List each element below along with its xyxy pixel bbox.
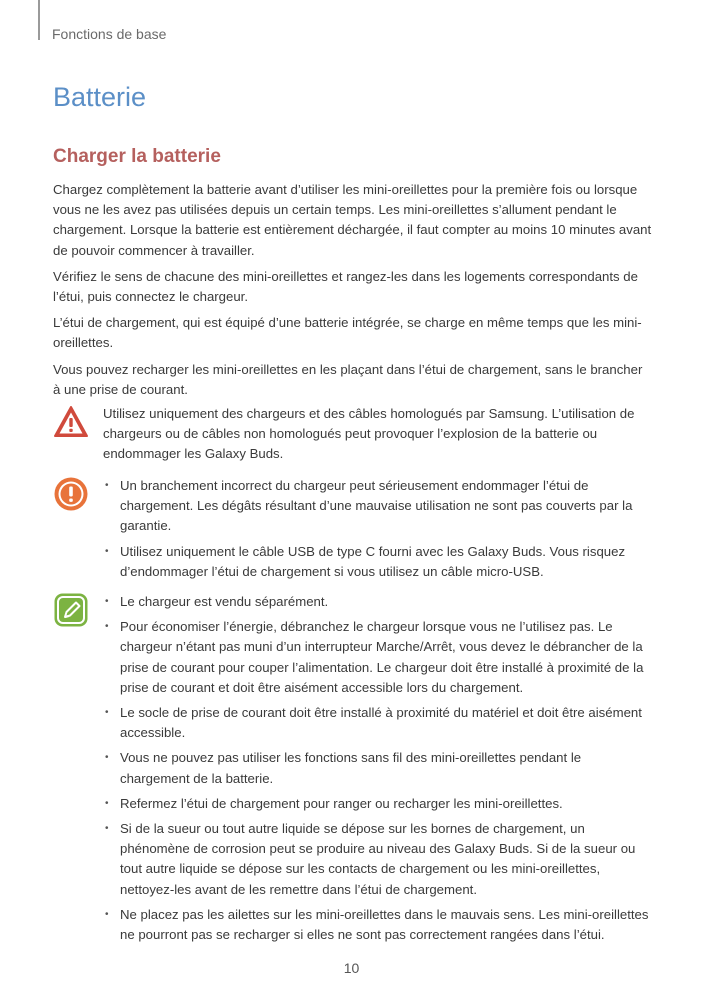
- warning-triangle-icon: [53, 404, 89, 440]
- note-item: • Si de la sueur ou tout autre liquide se dépose sur les bornes de chargement, un phénomène de corrosion peut se produire au niveau des Galaxy Buds. Si de la sueur ou tout autre liquide se dépose sur les contacts de chargement ou les mini-oreillettes, nettoyez-les avant de les remettre dans l’étui de chargement.: [103, 819, 653, 900]
- note-item: • Le socle de prise de courant doit être installé à proximité du matériel et doit être aisément accessible.: [103, 703, 653, 743]
- paragraph: L’étui de chargement, qui est équipé d’une batterie intégrée, se charge en même temps que les mini-oreillettes.: [53, 315, 642, 351]
- caution-item: • Utilisez uniquement le câble USB de type C fourni avec les Galaxy Buds. Vous risquez d’endommager l’étui de chargement si vous utilisez un câble micro-USB.: [103, 542, 653, 582]
- warning-text: Utilisez uniquement des chargeurs et des câbles homologués par Samsung. L’utilisation de chargeurs ou de câbles non homologués peut provoquer l’explosion de la batterie ou endommager les Galaxy Buds.: [103, 406, 635, 462]
- note-item: • Pour économiser l’énergie, débranchez le chargeur lorsque vous ne l’utilisez pas. Le chargeur n’étant pas muni d’un interrupteur Marche/Arrêt, vous devez le débrancher de la prise de courant pour couper l’alimentation. Le chargeur doit être installé à proximité de la prise de courant et doit être aisément accessible lors du chargement.: [103, 617, 653, 698]
- page-number: 10: [343, 960, 360, 976]
- note-item: • Refermez l’étui de chargement pour ranger ou recharger les mini-oreillettes.: [103, 794, 653, 814]
- section-label: Fonctions de base: [52, 26, 167, 42]
- note-content: [103, 592, 653, 945]
- note-item: • Le chargeur est vendu séparément.: [103, 592, 653, 612]
- note-notice: [53, 592, 653, 950]
- paragraph: Chargez complètement la batterie avant d’utiliser les mini-oreillettes pour la première fois ou lorsque vous ne les avez pas utilisées depuis un certain temps. Les mini-oreillettes s’allument pendant le chargement. Lorsque la batterie est entièrement déchargée, il faut compter au moins 10 minutes avant de pouvoir commencer à travailler.: [53, 182, 652, 258]
- note-pencil-icon: [53, 592, 89, 628]
- caution-content: [103, 476, 653, 582]
- note-item: • Ne placez pas les ailettes sur les mini-oreillettes dans le mauvais sens. Les mini-oreillettes ne pourront pas se recharger si elles ne sont pas correctement rangées dans l’étui.: [103, 905, 653, 945]
- warning-notice: [53, 404, 653, 465]
- section-subtitle: Charger la batterie: [53, 146, 221, 167]
- paragraph: Vérifiez le sens de chacune des mini-oreillettes et rangez-les dans les logements correspondants de l’étui, puis connectez le chargeur.: [53, 268, 638, 305]
- caution-notice: [53, 476, 653, 587]
- caution-circle-icon: [53, 476, 89, 512]
- page-title: Batterie: [53, 82, 147, 112]
- body-text: [53, 180, 653, 406]
- caution-item: • Un branchement incorrect du chargeur peut sérieusement endommager l’étui de chargement. Les dégâts résultant d’une mauvaise utilisation ne sont pas couverts par la garantie.: [103, 476, 653, 537]
- header-rule: [38, 0, 40, 40]
- note-item: • Vous ne pouvez pas utiliser les fonctions sans fil des mini-oreillettes pendant le chargement de la batterie.: [103, 748, 653, 788]
- paragraph: Vous pouvez recharger les mini-oreillettes en les plaçant dans l’étui de chargement, sans le brancher à une prise de courant.: [53, 361, 643, 397]
